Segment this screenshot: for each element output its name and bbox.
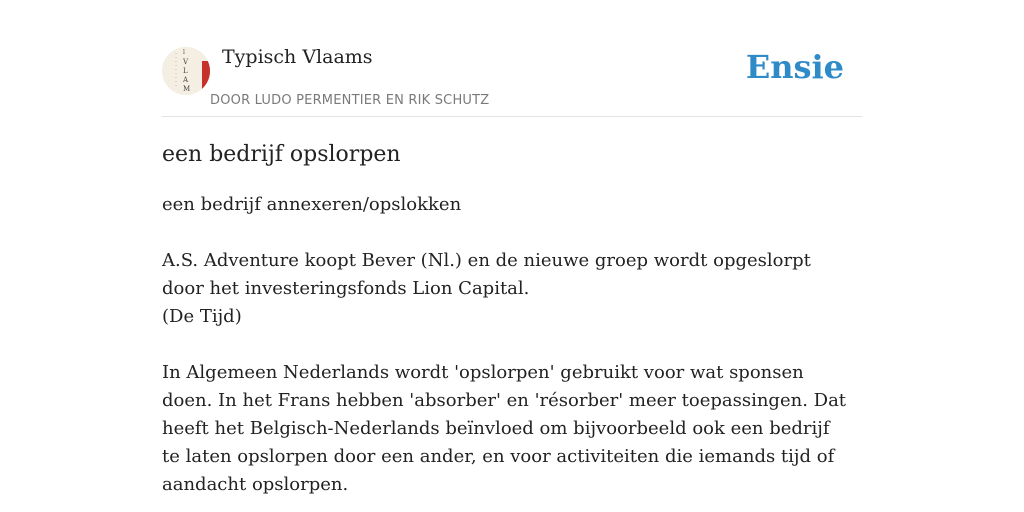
entry-explanation: In Algemeen Nederlands wordt 'opslorpen' gebruikt voor wat sponsen doen. In het Frans hebben 'absorber' en 'résorber' meer toepassingen. Dat heeft het Belgisch-Nederlands beïnvloed om bijvoorbeeld ook een bedrijf te laten opslorpen door een ander, en voor activiteiten die iemands tijd of aandacht opslorpen. [162, 362, 847, 495]
blog-avatar[interactable] [162, 47, 210, 95]
entry-example: A.S. Adventure koopt Bever (Nl.) en de nieuwe groep wordt opgeslorpt door het investeringsfonds Lion Capital. [162, 250, 811, 299]
svg-text:A: A [183, 76, 189, 84]
entry-content [162, 139, 862, 499]
entry-definition: een bedrijf annexeren/opslokken [162, 194, 462, 215]
svg-text:l: l [183, 49, 185, 56]
book-cover-icon [162, 47, 210, 95]
svg-text:L: L [183, 67, 188, 75]
author-byline: DOOR LUDO PERMENTIER EN RIK SCHUTZ [210, 93, 490, 108]
svg-text:M: M [183, 85, 191, 93]
blog-title[interactable]: Typisch Vlaams [222, 46, 373, 68]
entry-source: (De Tijd) [162, 306, 242, 327]
svg-text:V: V [183, 58, 189, 66]
page-header [162, 44, 862, 117]
entry-title: een bedrijf opslorpen [162, 142, 401, 167]
brand-logo[interactable]: Ensie [745, 48, 844, 86]
